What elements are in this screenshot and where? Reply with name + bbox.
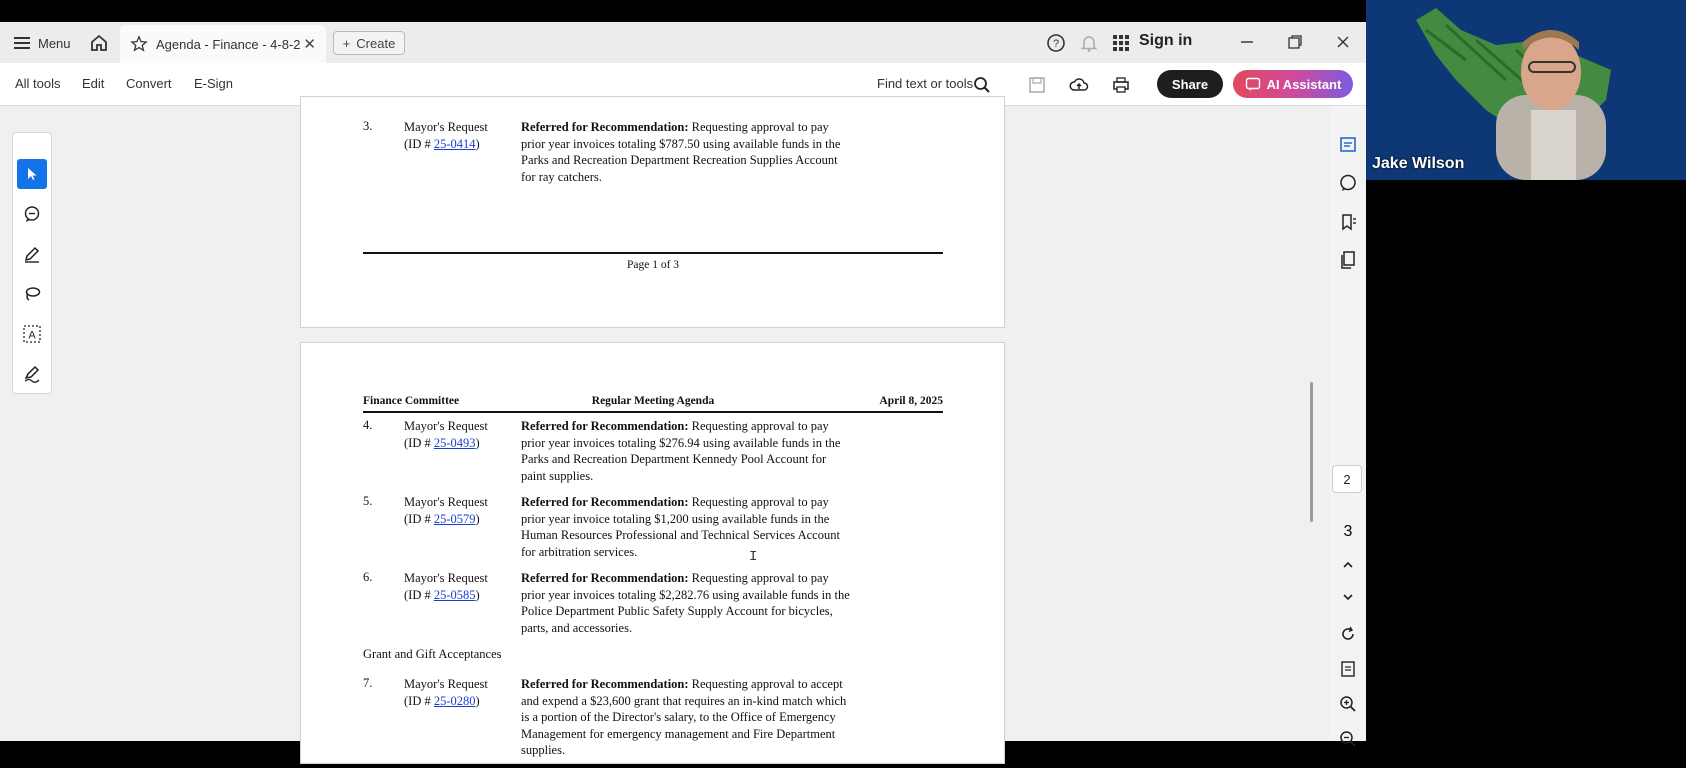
item-request (404, 570, 488, 604)
close-window-icon[interactable] (1331, 30, 1355, 54)
ai-assistant-label: AI Assistant (1266, 76, 1342, 92)
bookmarks-icon[interactable] (1336, 210, 1360, 234)
desc-bold: Referred for Recommendation: (521, 495, 689, 509)
pen-icon (23, 245, 41, 263)
request-label: Mayor's Request (404, 571, 488, 585)
ai-assistant-button[interactable] (1233, 70, 1353, 98)
item-number: 6. (363, 570, 373, 584)
agenda-item (363, 494, 943, 564)
request-id-prefix: (ID # (404, 137, 434, 151)
hamburger-icon (14, 37, 30, 49)
request-id-link[interactable]: 25-0280 (433, 694, 476, 708)
item-request (404, 494, 488, 528)
request-id-link[interactable]: 25-0414 (433, 137, 476, 151)
request-id-line (404, 136, 488, 153)
request-id-line (404, 587, 488, 604)
add-text-icon (22, 324, 42, 344)
item-description (521, 418, 851, 484)
minimize-icon[interactable] (1235, 30, 1259, 54)
highlight-tool-button[interactable] (17, 239, 47, 269)
help-icon[interactable] (1046, 33, 1066, 53)
lasso-icon (23, 285, 41, 303)
header-title: Regular Meeting Agenda (591, 395, 715, 407)
home-icon[interactable] (89, 33, 109, 53)
tab-document[interactable] (120, 25, 326, 63)
star-icon[interactable] (130, 35, 148, 53)
item-number: 5. (363, 494, 373, 508)
request-id-line (404, 435, 488, 452)
sign-tool-button[interactable] (17, 359, 47, 389)
search-icon[interactable] (973, 76, 991, 94)
pdf-page-2 (300, 342, 1005, 764)
svg-text:?: ? (1052, 38, 1060, 50)
page-header (363, 395, 943, 411)
request-label: Mayor's Request (404, 495, 488, 509)
desc-bold: Referred for Recommendation: (521, 571, 689, 585)
agenda-item (363, 676, 943, 756)
desc-text: Requesting approval to pay prior year invoice totaling $1,200 using available funds in the Human Resources Professional and Technical Services Account for arbitration services. (521, 495, 840, 559)
item-request (404, 676, 488, 710)
menu-label: Menu (38, 35, 71, 51)
page-header-rule (363, 411, 943, 413)
header-date: April 8, 2025 (879, 395, 943, 407)
page-thumbnails-icon[interactable] (1336, 248, 1360, 272)
apps-grid-icon[interactable] (1111, 33, 1131, 53)
request-id-prefix: (ID # (404, 694, 434, 708)
save-icon[interactable] (1027, 75, 1047, 95)
request-id-line (404, 693, 488, 710)
request-id-suffix: ) (475, 137, 480, 151)
zoom-in-icon[interactable] (1336, 692, 1360, 716)
item-number: 7. (363, 676, 373, 690)
request-label: Mayor's Request (404, 419, 488, 433)
request-label: Mayor's Request (404, 120, 488, 134)
bell-icon[interactable] (1079, 33, 1099, 53)
ai-assistant-icon (1245, 76, 1261, 92)
properties-icon[interactable] (1336, 132, 1360, 156)
tab-title: Agenda - Finance - 4-8-2 (156, 36, 301, 52)
upload-cloud-icon[interactable] (1069, 75, 1089, 95)
request-id-link[interactable]: 25-0493 (433, 436, 476, 450)
page-fit-icon[interactable] (1336, 657, 1360, 681)
sign-in-button[interactable]: Sign in (1139, 32, 1193, 49)
desc-bold: Referred for Recommendation: (521, 419, 689, 433)
request-label: Mayor's Request (404, 677, 488, 691)
next-page-number[interactable]: 3 (1343, 523, 1353, 540)
desc-text: Requesting approval to pay prior year invoices totaling $2,282.76 using available funds in the Police Department Public Safety Supply Account for bicycles, parts, and accessories. (521, 571, 850, 635)
print-icon[interactable] (1111, 75, 1131, 95)
restore-icon[interactable] (1283, 30, 1307, 54)
header-committee: Finance Committee (363, 395, 460, 407)
item-number: 4. (363, 418, 373, 432)
find-text-label[interactable]: Find text or tools (877, 76, 974, 91)
sign-pen-icon (23, 365, 41, 383)
all-tools-tab[interactable]: All tools (15, 76, 61, 91)
convert-tab[interactable]: Convert (126, 76, 172, 91)
desc-text: Requesting approval to accept and expend a $23,600 grant that requires an in-kind match which is a portion of the Director's salary, to the Office of Emergency Management for emergency management and Fire Department supplies. (521, 677, 847, 757)
current-page-box[interactable]: 2 (1332, 465, 1362, 493)
item-request (404, 418, 488, 452)
text-cursor-icon: I (749, 549, 758, 565)
share-button[interactable]: Share (1157, 70, 1223, 98)
rotate-icon[interactable] (1336, 622, 1360, 646)
item-number: 3. (363, 119, 373, 133)
page-footer-rule (363, 252, 943, 254)
acrobat-window (0, 22, 1366, 757)
text-tool-button[interactable] (17, 319, 47, 349)
desc-text: Requesting approval to pay prior year invoices totaling $276.94 using available funds in the Parks and Recreation Department Kennedy Pool Account for paint supplies. (521, 419, 841, 483)
agenda-item (363, 570, 943, 640)
document-area[interactable] (0, 106, 1366, 757)
comment-tool-button[interactable] (17, 199, 47, 229)
request-id-link[interactable]: 25-0579 (433, 512, 476, 526)
request-id-prefix: (ID # (404, 512, 434, 526)
right-panel (1330, 106, 1366, 741)
agenda-item (363, 119, 943, 189)
request-id-suffix: ) (475, 588, 480, 602)
item-description (521, 494, 851, 560)
request-id-suffix: ) (475, 694, 480, 708)
create-button[interactable] (333, 31, 405, 55)
request-id-suffix: ) (475, 436, 480, 450)
request-id-prefix: (ID # (404, 436, 434, 450)
pdf-page-1 (300, 96, 1005, 328)
video-background-image (1366, 0, 1686, 180)
create-label: Create (356, 35, 396, 51)
edit-tab[interactable]: Edit (82, 76, 105, 91)
item-description (521, 676, 851, 759)
menu-button[interactable] (14, 33, 71, 53)
select-tool-button[interactable] (17, 159, 47, 189)
comments-panel-icon[interactable] (1336, 171, 1360, 195)
item-description (521, 119, 851, 185)
request-id-line (404, 511, 488, 528)
cursor-arrow-icon (24, 166, 40, 182)
request-id-suffix: ) (475, 512, 480, 526)
item-request (404, 119, 488, 153)
draw-tool-button[interactable] (17, 279, 47, 309)
title-bar (0, 22, 1366, 63)
section-heading: Grant and Gift Acceptances (363, 647, 502, 661)
svg-text:A: A (28, 329, 36, 342)
page-down-icon[interactable] (1336, 585, 1360, 609)
request-id-link[interactable]: 25-0585 (433, 588, 476, 602)
page-up-icon[interactable] (1336, 553, 1360, 577)
comment-icon (23, 205, 41, 223)
zoom-out-icon[interactable] (1336, 727, 1360, 751)
desc-text: Requesting approval to pay prior year invoices totaling $787.50 using available funds in the Parks and Recreation Department Recreation Supplies Account for ray catchers. (521, 120, 841, 184)
desc-bold: Referred for Recommendation: (521, 677, 689, 691)
page-footer: Page 1 of 3 (626, 259, 680, 271)
close-tab-icon[interactable]: ✕ (303, 36, 316, 53)
item-description (521, 570, 851, 636)
desc-bold: Referred for Recommendation: (521, 120, 689, 134)
participant-video (1366, 0, 1686, 180)
vertical-scrollbar[interactable] (1310, 382, 1313, 522)
participant-name-label: Jake Wilson (1372, 155, 1465, 172)
agenda-item (363, 418, 943, 488)
quick-tools-palette (12, 132, 52, 394)
esign-tab[interactable]: E-Sign (194, 76, 234, 91)
request-id-prefix: (ID # (404, 588, 434, 602)
plus-icon: + (342, 35, 351, 51)
